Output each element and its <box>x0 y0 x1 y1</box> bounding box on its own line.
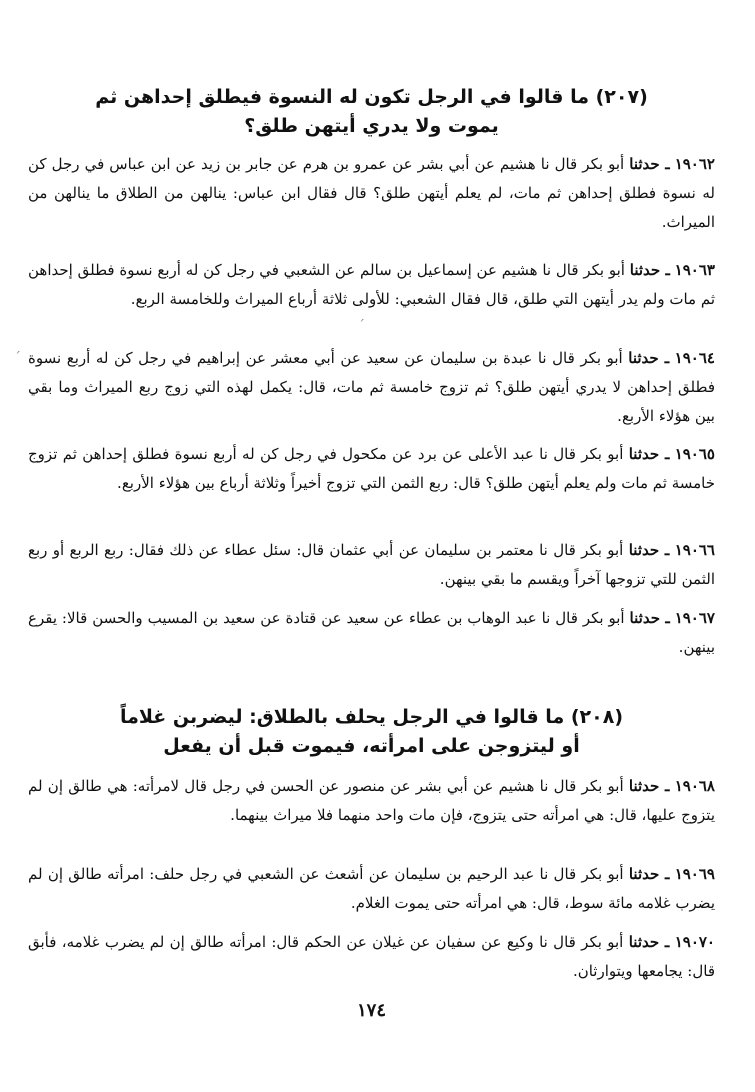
section-heading-207 <box>28 83 715 141</box>
hadith-text: أبو بكر قال نا عبد الرحيم بن سليمان عن أشعث عن الشعبي في رجل حلف: امرأته طالق إن لم يضرب غلامه مائة سوط، قال: هي امرأته حتى يموت الغلام. <box>28 865 715 912</box>
heading-208-line-2: أو ليتزوجن على امرأته، فيموت قبل أن يفعل <box>163 735 580 757</box>
hadith-lead: ـ حدثنا <box>629 155 670 173</box>
hadith-number: ١٩٠٧٠ <box>674 933 715 951</box>
hadith-paragraph <box>28 150 715 237</box>
hadith-number: ١٩٠٦٨ <box>674 777 715 795</box>
hadith-lead: ـ حدثنا <box>629 261 670 279</box>
hadith-text: أبو بكر قال نا هشيم عن أبي بشر عن منصور عن الحسن في رجل قال لامرأته: هي طالق إن لم يتزوج عليها، قال: هي امرأته حتى يتزوج، فإن مات واحد منهما فلا ميراث بينهما. <box>28 777 715 824</box>
stray-pen-mark-icon: ˊ <box>358 318 365 334</box>
stray-pen-mark-icon: ˊ <box>14 350 21 366</box>
hadith-number: ١٩٠٦٥ <box>674 445 715 463</box>
hadith-text: أبو بكر قال نا وكيع عن سفيان عن غيلان عن الحكم قال: امرأته طالق إن لم يضرب غلامه، فأبق قال: يجامعها ويتوارثان. <box>28 933 715 980</box>
hadith-paragraph <box>28 344 715 431</box>
hadith-text: أبو بكر قال نا هشيم عن أبي بشر عن عمرو بن هرم عن جابر بن زيد عن ابن عباس في رجل كن له نسوة فطلق إحداهن ثم مات، لم يعلم أيتهن طلق؟ قال فقال ابن عباس: ينالهن من الطلاق ما ينالهن من الميراث. <box>28 155 715 231</box>
heading-207-line-2: يموت ولا يدري أيتهن طلق؟ <box>244 115 499 137</box>
hadith-text: أبو بكر قال نا عبد الأعلى عن برد عن مكحول في رجل كن له أربع نسوة فطلق إحداهن ثم تزوج خامسة ثم مات ولم يعلم أيتهن طلق؟ قال: ربع الثمن التي تزوج أخيراً وثلاثة أرباع بين هؤلاء الأربع. <box>28 445 715 492</box>
hadith-lead: ـ حدثنا <box>628 777 670 795</box>
hadith-paragraph <box>28 928 715 986</box>
hadith-text: أبو بكر قال نا عبدة بن سليمان عن سعيد عن أبي معشر عن إبراهيم في رجل كن له أربع نسوة فطلق إحداهن لا يدري أيتهن طلق؟ ثم تزوج خامسة ثم مات، قال: يكمل لهذه التي زوج ربع الميراث وما بقي بين هؤلاء الأربع. <box>28 349 715 425</box>
hadith-paragraph <box>28 536 715 594</box>
hadith-lead: ـ حدثنا <box>628 541 670 559</box>
hadith-paragraph <box>28 440 715 498</box>
hadith-paragraph <box>28 256 715 314</box>
hadith-number: ١٩٠٦٢ <box>674 155 715 173</box>
hadith-text: أبو بكر قال نا عبد الوهاب بن عطاء عن سعيد عن قتادة عن سعيد بن المسيب والحسن قالا: يقرع بينهن. <box>28 609 715 656</box>
hadith-number: ١٩٠٦٤ <box>674 349 715 367</box>
heading-207-line-1: (٢٠٧) ما قالوا في الرجل تكون له النسوة فيطلق إحداهن ثم <box>95 86 648 108</box>
hadith-text: أبو بكر قال نا هشيم عن إسماعيل بن سالم عن الشعبي في رجل كن له أربع نسوة فطلق إحداهن ثم مات ولم يدر أيتهن التي طلق، قال فقال الشعبي: للأولى ثلاثة أرباع الميراث وللخامسة الربع. <box>28 261 715 308</box>
hadith-lead: ـ حدثنا <box>628 349 670 367</box>
hadith-text: أبو بكر قال نا معتمر بن سليمان عن أبي عثمان قال: سئل عطاء عن ذلك فقال: ربع الربع أو ربع الثمن للتي تزوجها آخراً ويقسم ما بقي بينهن. <box>28 541 715 588</box>
page-number: ١٧٤ <box>356 1000 386 1021</box>
hadith-number: ١٩٠٦٦ <box>674 541 715 559</box>
hadith-paragraph <box>28 860 715 918</box>
hadith-number: ١٩٠٦٣ <box>674 261 715 279</box>
hadith-number: ١٩٠٦٩ <box>674 865 715 883</box>
hadith-lead: ـ حدثنا <box>628 933 670 951</box>
hadith-paragraph <box>28 604 715 662</box>
hadith-lead: ـ حدثنا <box>628 445 670 463</box>
hadith-lead: ـ حدثنا <box>628 865 670 883</box>
hadith-lead: ـ حدثنا <box>629 609 670 627</box>
heading-208-line-1: (٢٠٨) ما قالوا في الرجل يحلف بالطلاق: ليضربن غلاماً <box>119 706 623 728</box>
hadith-paragraph <box>28 772 715 830</box>
document-page <box>14 0 715 1092</box>
hadith-number: ١٩٠٦٧ <box>674 609 715 627</box>
section-heading-208 <box>28 703 715 761</box>
